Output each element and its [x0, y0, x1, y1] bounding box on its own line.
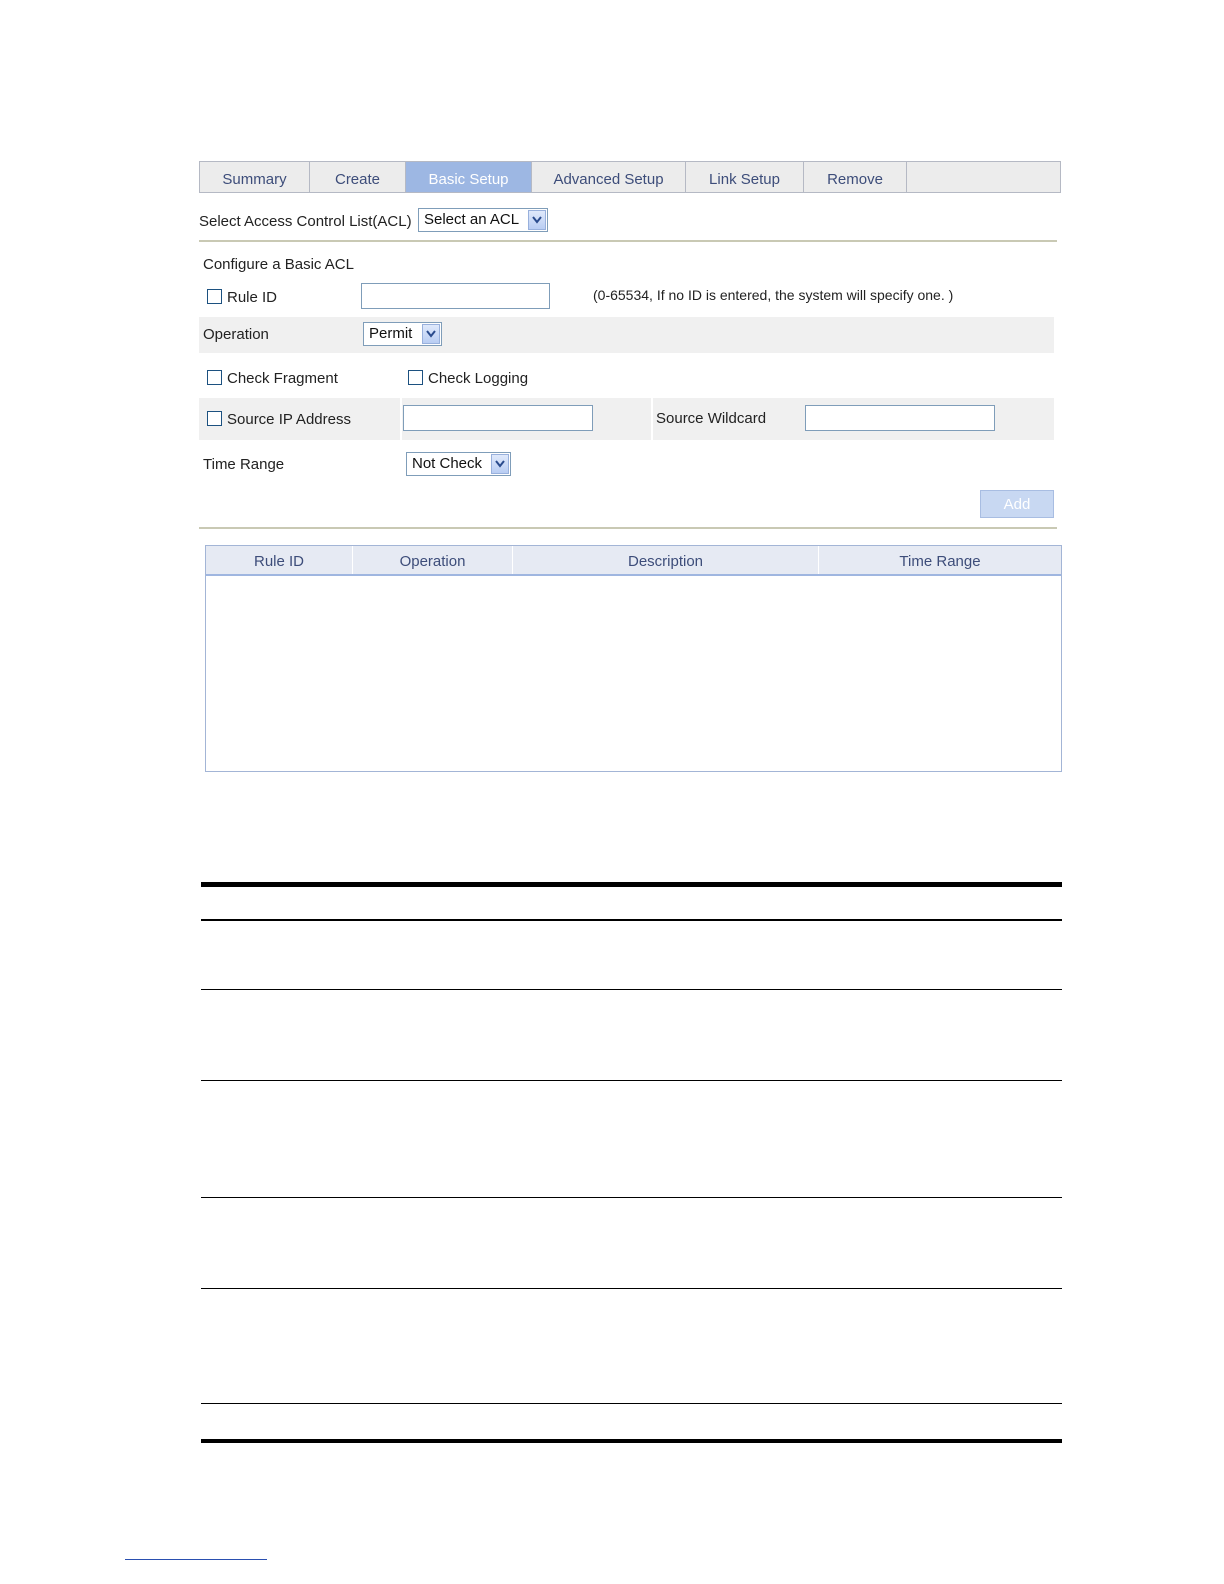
column-header-operation[interactable]: Operation	[353, 546, 513, 574]
source-row-separator	[400, 398, 402, 440]
source-wildcard-input[interactable]	[805, 405, 995, 431]
operation-label: Operation	[203, 326, 269, 343]
check-fragment-checkbox[interactable]	[207, 370, 222, 385]
chevron-down-icon	[422, 324, 440, 344]
source-row-separator	[651, 398, 653, 440]
acl-select-label: Select Access Control List(ACL)	[199, 213, 412, 230]
rule-id-checkbox[interactable]	[207, 289, 222, 304]
add-button[interactable]: Add	[980, 490, 1054, 518]
tab-summary[interactable]: Summary	[200, 162, 310, 192]
table-row-divider	[201, 1080, 1062, 1081]
table-row-divider	[201, 989, 1062, 990]
rule-id-hint: (0-65534, If no ID is entered, the system will specify one. )	[593, 287, 954, 303]
tab-advanced-setup[interactable]: Advanced Setup	[532, 162, 686, 192]
check-logging-label: Check Logging	[428, 370, 529, 387]
table-header-rule	[201, 919, 1062, 921]
source-wildcard-label: Source Wildcard	[656, 410, 767, 427]
time-range-select[interactable]	[406, 452, 511, 476]
section-title: Configure a Basic ACL	[203, 256, 354, 273]
rule-id-input[interactable]	[361, 283, 550, 309]
chevron-down-icon	[491, 454, 509, 474]
check-logging-checkbox[interactable]	[408, 370, 423, 385]
source-ip-checkbox[interactable]	[207, 411, 222, 426]
operation-row-bg	[199, 317, 1054, 353]
tab-create[interactable]: Create	[310, 162, 406, 192]
time-range-select-value: Not Check	[412, 455, 483, 472]
column-header-description[interactable]: Description	[513, 546, 819, 574]
check-fragment-label: Check Fragment	[227, 370, 338, 387]
acl-select[interactable]	[418, 208, 548, 232]
footnote-link-underline[interactable]	[125, 1559, 267, 1560]
operation-select[interactable]	[363, 322, 442, 346]
rules-table	[205, 545, 1062, 772]
rule-id-label: Rule ID	[227, 289, 278, 306]
source-ip-label: Source IP Address	[227, 411, 351, 428]
tab-link-setup[interactable]: Link Setup	[686, 162, 804, 192]
section-divider-top	[199, 240, 1057, 242]
table-row-divider	[201, 1197, 1062, 1198]
table-bottom-rule	[201, 1439, 1062, 1443]
acl-select-value: Select an ACL	[424, 211, 520, 228]
column-header-time-range[interactable]: Time Range	[899, 553, 981, 570]
tab-basic-setup[interactable]: Basic Setup	[406, 162, 532, 192]
time-range-label: Time Range	[203, 456, 285, 473]
operation-select-value: Permit	[369, 325, 413, 342]
section-divider-bottom	[199, 527, 1057, 529]
table-top-rule	[201, 882, 1062, 887]
table-row-divider	[201, 1288, 1062, 1289]
table-row-divider	[201, 1403, 1062, 1404]
rules-table-header	[206, 546, 1061, 576]
column-header-rule-id[interactable]: Rule ID	[206, 546, 353, 574]
source-ip-input[interactable]	[403, 405, 593, 431]
tab-bar	[199, 161, 1061, 193]
tab-remove[interactable]: Remove	[804, 162, 907, 192]
chevron-down-icon	[528, 210, 546, 230]
